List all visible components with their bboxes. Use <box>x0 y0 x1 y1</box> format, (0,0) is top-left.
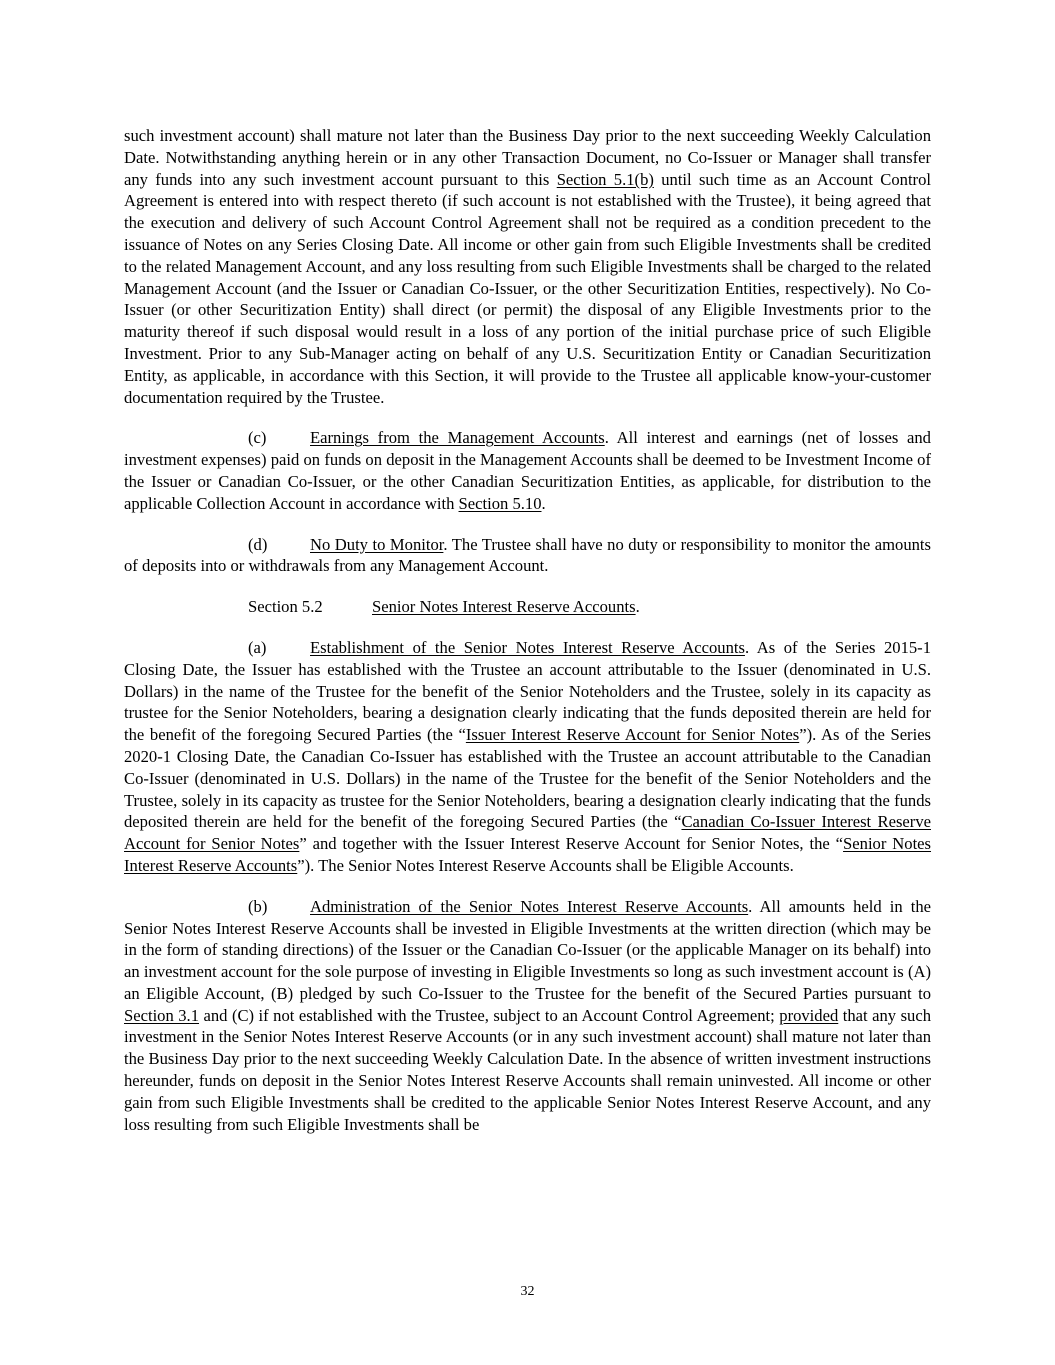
text-run: . All amounts held in the Senior Notes Interest Reserve Accounts shall be invested in Eligible Investments at the written direction (which may be in the form of standing directions) of the Issuer or the Canadian Co-Issuer (or the applicable Manager on its behalf) into an investment account for the sole purpose of investing in Eligible Investments so long as such investment account is (A) an Eligible Account, (B) pledged by such Co-Issuer to the Trustee for the benefit of the Secured Parties pursuant to <box>124 896 931 1003</box>
text-run: ” and together with the Issuer Interest Reserve Account for Senior Notes, the “ <box>299 834 844 854</box>
text-run: . As of the Series 2015-1 Closing Date, the Issuer has established with the Trustee an account attributable to the Issuer (denominated in U.S. Dollars) in the name of the Trustee for the benefit of the Senior Noteholders and the Trustee, solely in its capacity as trustee for the Senior Noteholders, bearing a designation clearly indicating that the funds deposited therein are held for the benefit of the foregoing Secured Parties (the “ <box>124 637 931 745</box>
clause-title: Establishment of the Senior Notes Interest Reserve Accounts <box>310 637 745 657</box>
clause-title: Administration of the Senior Notes Interest Reserve Accounts <box>310 896 749 916</box>
paragraph-a <box>124 637 931 877</box>
page-number: 32 <box>520 1284 535 1299</box>
text-run: ”). The Senior Notes Interest Reserve Accounts shall be Eligible Accounts. <box>297 855 794 875</box>
defined-term: Issuer Interest Reserve Account for Senior Notes <box>465 725 800 745</box>
text-run: that any such investment in the Senior Notes Interest Reserve Accounts (or in any such investment account) shall mature not later than the Business Day prior to the next succeeding Weekly Calculation Date. In the absence of written investment instructions hereunder, funds on deposit in the Senior Notes Interest Reserve Accounts shall remain uninvested. All income or other gain from such Eligible Investments shall be credited to the applicable Senior Notes Interest Reserve Account, and any loss resulting from such Eligible Investments shall be <box>124 1005 931 1134</box>
section-heading <box>124 596 931 618</box>
defined-term: Canadian Co-Issuer Interest Reserve Account for Senior Notes <box>124 812 931 854</box>
section-title-suffix: . <box>635 597 640 617</box>
section-reference-link: Section 5.10 <box>458 493 542 513</box>
paragraph-b <box>124 896 931 1136</box>
text-run: ”). As of the Series 2020-1 Closing Date, the Canadian Co-Issuer has established with the Trustee an account attributable to the Canadian Co-Issuer (denominated in U.S. Dollars) in the name of the Trustee for the benefit of the Senior Noteholders and the Trustee, solely in its capacity as trustee for the Senior Noteholders, bearing a designation clearly indicating that the funds deposited therein are held for the benefit of the foregoing Secured Parties (the “ <box>124 725 932 832</box>
defined-term: Senior Notes Interest Reserve Accounts <box>124 834 932 875</box>
paragraph-c <box>124 427 931 514</box>
clause-label: (c) <box>248 428 267 448</box>
clause-label: (d) <box>248 534 268 554</box>
section-reference-link: Section 5.1(b) <box>556 169 654 189</box>
clause-label: (a) <box>248 637 267 657</box>
clause-title: No Duty to Monitor <box>310 534 444 554</box>
text-run: . <box>541 493 546 513</box>
document-page <box>124 125 931 1154</box>
text-run: until such time as an Account Control Agreement is entered into with respect thereto (if such account is not established with the Trustee), it being agreed that the execution and delivery of such Account Control Agreement shall not be required as a condition precedent to the issuance of Notes on any Series Closing Date. All income or other gain from such Eligible Investments shall be credited to the related Management Account, and any loss resulting from such Eligible Investments shall be charged to the related Management Account (and the Issuer or Canadian Co-Issuer, or the other Securitization Entities, respectively). No Co-Issuer (or other Securitization Entity) shall direct (or permit) the disposal of any Eligible Investments prior to the maturity thereof if such disposal would result in a loss of any portion of the initial purchase price of such Eligible Investment. Prior to any Sub-Manager acting on behalf of any U.S. Securitization Entity or Canadian Securitization Entity, as applicable, in accordance with this Section, it will provide to the Trustee all applicable know-your-customer documentation required by the Trustee. <box>124 169 931 407</box>
clause-title: Earnings from the Management Accounts <box>310 428 605 448</box>
clause-label: (b) <box>248 896 268 916</box>
text-run: such investment account) shall mature not later than the Business Day prior to the next succeeding Weekly Calculation Date. Notwithstanding anything herein or in any other Transaction Document, no Co-Issuer or Manager shall transfer any funds into any such investment account pursuant to this <box>124 126 931 189</box>
paragraph-d <box>124 534 931 578</box>
section-reference-link: Section 3.1 <box>124 1005 200 1025</box>
paragraph-continuation <box>124 125 931 408</box>
defined-term: provided <box>779 1005 839 1025</box>
section-title: Senior Notes Interest Reserve Accounts <box>372 597 636 617</box>
text-run: . All interest and earnings (net of losses and investment expenses) paid on funds on deposit in the Management Accounts shall be deemed to be Investment Income of the Issuer or Canadian Co-Issuer, or the other Canadian Securitization Entities, as applicable, for distribution to the applicable Collection Account in accordance with <box>124 428 931 513</box>
section-number: Section 5.2 <box>248 597 323 617</box>
text-run: and (C) if not established with the Trustee, subject to an Account Control Agreement; <box>199 1005 780 1025</box>
text-run: . The Trustee shall have no duty or responsibility to monitor the amounts of deposits into or withdrawals from any Management Account. <box>124 534 931 576</box>
